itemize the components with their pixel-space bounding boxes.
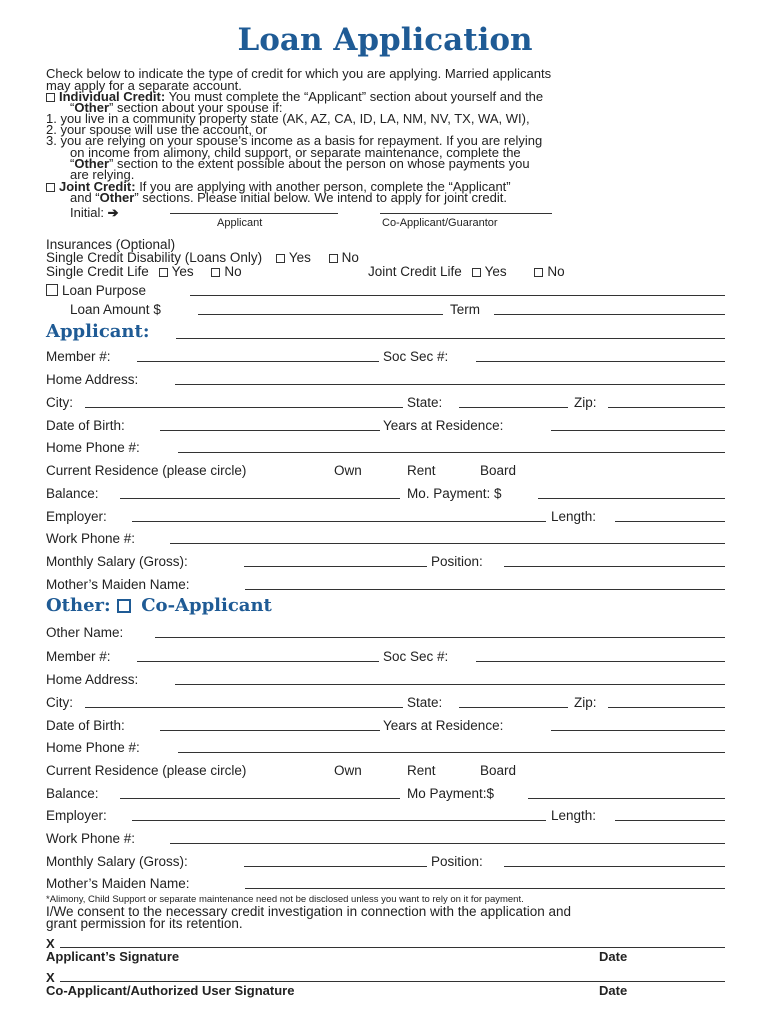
other-length-label: Length: bbox=[551, 808, 597, 823]
coapplicant-signature-label: Co-Applicant/Authorized User Signature bbox=[46, 983, 295, 998]
disability-label: Single Credit Disability (Loans Only) bbox=[46, 250, 263, 265]
other-name-label: Other Name: bbox=[46, 625, 124, 640]
other-work-phone-field[interactable] bbox=[170, 843, 725, 844]
applicant-payment-label: Mo. Payment: $ bbox=[407, 486, 502, 501]
applicant-position-label: Position: bbox=[431, 554, 483, 569]
other-address-field[interactable] bbox=[175, 684, 725, 685]
other-ssn-label: Soc Sec #: bbox=[383, 649, 449, 664]
applicant-salary-field[interactable] bbox=[244, 566, 427, 567]
joint-credit-checkbox[interactable] bbox=[46, 183, 55, 192]
other-residence-label: Current Residence (please circle) bbox=[46, 763, 247, 778]
condition-3: 3. you are relying on your spouse’s income as a basis for repayment. If you are relying bbox=[46, 133, 543, 148]
disability-yes-checkbox[interactable] bbox=[276, 254, 285, 263]
other-payment-label: Mo Payment:$ bbox=[407, 786, 495, 801]
other-work-phone-label: Work Phone #: bbox=[46, 831, 136, 846]
applicant-signature-label: Applicant’s Signature bbox=[46, 949, 180, 964]
consent-line-2: grant permission for its retention. bbox=[46, 916, 243, 931]
applicant-home-phone-label: Home Phone #: bbox=[46, 440, 140, 455]
applicant-home-phone-field[interactable] bbox=[178, 452, 725, 453]
applicant-heading: Applicant: bbox=[46, 321, 150, 342]
other-member-field[interactable] bbox=[137, 661, 379, 662]
disability-row bbox=[46, 251, 359, 265]
applicant-dob-label: Date of Birth: bbox=[46, 418, 125, 433]
applicant-employer-label: Employer: bbox=[46, 509, 107, 524]
condition-3-cont-3: are relying. bbox=[70, 167, 135, 182]
intro-line-2: may apply for a separate account. bbox=[46, 78, 242, 93]
applicant-maiden-field[interactable] bbox=[245, 589, 725, 590]
individual-credit-label: Individual Credit: bbox=[59, 89, 166, 104]
quote-open: “ bbox=[70, 156, 75, 171]
other-word: Other bbox=[74, 100, 110, 115]
other-length-field[interactable] bbox=[615, 820, 725, 821]
applicant-zip-label: Zip: bbox=[574, 395, 597, 410]
single-life-yes-checkbox[interactable] bbox=[159, 268, 168, 277]
loan-amount-label: Loan Amount $ bbox=[70, 302, 161, 317]
other-zip-label: Zip: bbox=[574, 695, 597, 710]
disability-no-checkbox[interactable] bbox=[329, 254, 338, 263]
insurance-heading: Insurances (Optional) bbox=[46, 237, 176, 252]
individual-credit-text: You must complete the “Applicant” section about yourself and the bbox=[168, 89, 544, 104]
other-employer-label: Employer: bbox=[46, 808, 107, 823]
other-payment-field[interactable] bbox=[528, 798, 725, 799]
arrow-right-icon: ➔ bbox=[107, 205, 119, 220]
other-state-field[interactable] bbox=[459, 707, 568, 708]
other-city-label: City: bbox=[46, 695, 73, 710]
yes-label: Yes bbox=[288, 250, 311, 265]
applicant-salary-label: Monthly Salary (Gross): bbox=[46, 554, 188, 569]
term-field[interactable] bbox=[494, 314, 725, 315]
other-word: Other bbox=[74, 156, 110, 171]
applicant-city-field[interactable] bbox=[85, 407, 403, 408]
no-label: No bbox=[341, 250, 359, 265]
applicant-balance-field[interactable] bbox=[120, 498, 400, 499]
coapplicant-initial-field[interactable] bbox=[380, 213, 552, 214]
loan-purpose-checkbox[interactable] bbox=[46, 284, 58, 296]
other-rent-option[interactable]: Rent bbox=[407, 763, 436, 778]
other-ssn-field[interactable] bbox=[476, 661, 725, 662]
single-life-row bbox=[46, 265, 242, 279]
other-maiden-label: Mother’s Maiden Name: bbox=[46, 876, 190, 891]
other-home-phone-label: Home Phone #: bbox=[46, 740, 140, 755]
applicant-state-label: State: bbox=[407, 395, 443, 410]
applicant-initial-caption: Applicant bbox=[217, 217, 263, 229]
coapplicant-checkbox[interactable] bbox=[117, 599, 131, 613]
single-life-no-checkbox[interactable] bbox=[211, 268, 220, 277]
initial-label bbox=[70, 206, 119, 219]
other-address-label: Home Address: bbox=[46, 672, 139, 687]
term-label: Term bbox=[450, 302, 480, 317]
other-dob-field[interactable] bbox=[160, 730, 380, 731]
other-position-field[interactable] bbox=[504, 866, 725, 867]
page-title: Loan Application bbox=[237, 22, 533, 58]
other-years-label: Years at Residence: bbox=[383, 718, 504, 733]
applicant-zip-field[interactable] bbox=[608, 407, 725, 408]
applicant-dob-field[interactable] bbox=[160, 430, 380, 431]
applicant-years-field[interactable] bbox=[551, 430, 725, 431]
other-zip-field[interactable] bbox=[608, 707, 725, 708]
yes-label: Yes bbox=[484, 264, 507, 279]
no-label: No bbox=[547, 264, 565, 279]
other-own-option[interactable]: Own bbox=[334, 763, 362, 778]
loan-purpose-field[interactable] bbox=[190, 295, 725, 296]
consent-line-1: I/We consent to the necessary credit investigation in connection with the application and bbox=[46, 904, 572, 919]
loan-purpose-row bbox=[46, 284, 146, 298]
coapplicant-date-label: Date bbox=[599, 983, 628, 998]
other-name-field[interactable] bbox=[155, 637, 725, 638]
yes-label: Yes bbox=[171, 264, 194, 279]
applicant-city-label: City: bbox=[46, 395, 73, 410]
other-maiden-field[interactable] bbox=[245, 888, 725, 889]
other-salary-field[interactable] bbox=[244, 866, 427, 867]
coapplicant-initial-caption: Co-Applicant/Guarantor bbox=[382, 217, 498, 229]
joint-credit-text: If you are applying with another person, complete the “Applicant” bbox=[139, 179, 511, 194]
applicant-signature-field[interactable] bbox=[60, 947, 725, 948]
condition-1: 1. you live in a community property state (AK, AZ, CA, ID, LA, NM, NV, TX, WA, WI), bbox=[46, 111, 530, 126]
applicant-employer-field[interactable] bbox=[132, 521, 546, 522]
other-board-option[interactable]: Board bbox=[480, 763, 517, 778]
joint-line2-post: ” sections. Please initial below. We intend to apply for joint credit. bbox=[134, 190, 507, 205]
coapplicant-heading bbox=[46, 595, 272, 616]
joint-life-yes-checkbox[interactable] bbox=[472, 268, 481, 277]
alimony-note: *Alimony, Child Support or separate maintenance need not be disclosed unless you want to rely on it for payment. bbox=[46, 894, 524, 905]
applicant-balance-label: Balance: bbox=[46, 486, 99, 501]
joint-life-row bbox=[368, 265, 565, 279]
applicant-board-option[interactable]: Board bbox=[480, 463, 517, 478]
other-balance-field[interactable] bbox=[120, 798, 400, 799]
applicant-date-label: Date bbox=[599, 949, 628, 964]
applicant-heading-line bbox=[176, 338, 725, 339]
joint-life-no-checkbox[interactable] bbox=[534, 268, 543, 277]
applicant-maiden-label: Mother’s Maiden Name: bbox=[46, 577, 190, 592]
applicant-rent-option[interactable]: Rent bbox=[407, 463, 436, 478]
applicant-member-label: Member #: bbox=[46, 349, 111, 364]
other-line-text: ” section about your spouse if: bbox=[109, 100, 283, 115]
applicant-payment-field[interactable] bbox=[538, 498, 725, 499]
applicant-years-label: Years at Residence: bbox=[383, 418, 504, 433]
other-heading-text: Other: bbox=[46, 595, 111, 616]
applicant-length-label: Length: bbox=[551, 509, 597, 524]
other-salary-label: Monthly Salary (Gross): bbox=[46, 854, 188, 869]
other-employer-field[interactable] bbox=[132, 820, 546, 821]
applicant-length-field[interactable] bbox=[615, 521, 725, 522]
applicant-member-field[interactable] bbox=[137, 361, 379, 362]
applicant-initial-field[interactable] bbox=[170, 213, 338, 214]
other-dob-label: Date of Birth: bbox=[46, 718, 125, 733]
other-home-phone-field[interactable] bbox=[178, 752, 725, 753]
no-label: No bbox=[224, 264, 242, 279]
applicant-state-field[interactable] bbox=[459, 407, 568, 408]
coapplicant-signature-x: X bbox=[46, 970, 55, 985]
applicant-own-option[interactable]: Own bbox=[334, 463, 362, 478]
condition-3-cont-1: on income from alimony, child support, or separate maintenance, complete the bbox=[70, 145, 521, 160]
joint-credit-label: Joint Credit: bbox=[59, 179, 136, 194]
other-position-label: Position: bbox=[431, 854, 483, 869]
applicant-ssn-label: Soc Sec #: bbox=[383, 349, 449, 364]
coapplicant-signature-field[interactable] bbox=[60, 981, 725, 982]
joint-line2-pre: and “ bbox=[70, 190, 100, 205]
applicant-work-phone-field[interactable] bbox=[170, 543, 725, 544]
other-balance-label: Balance: bbox=[46, 786, 99, 801]
applicant-address-field[interactable] bbox=[175, 384, 725, 385]
individual-credit-checkbox[interactable] bbox=[46, 93, 55, 102]
applicant-position-field[interactable] bbox=[504, 566, 725, 567]
quote-open: “ bbox=[70, 100, 75, 115]
loan-amount-field[interactable] bbox=[198, 314, 443, 315]
loan-purpose-label: Loan Purpose bbox=[62, 283, 147, 298]
coapplicant-heading-text: Co-Applicant bbox=[141, 595, 272, 616]
applicant-signature-x: X bbox=[46, 936, 55, 951]
applicant-work-phone-label: Work Phone #: bbox=[46, 531, 136, 546]
other-word: Other bbox=[99, 190, 135, 205]
other-city-field[interactable] bbox=[85, 707, 403, 708]
other-years-field[interactable] bbox=[551, 730, 725, 731]
condition-2: 2. your spouse will use the account, or bbox=[46, 122, 268, 137]
single-life-label: Single Credit Life bbox=[46, 264, 149, 279]
other-state-label: State: bbox=[407, 695, 443, 710]
applicant-residence-label: Current Residence (please circle) bbox=[46, 463, 247, 478]
condition-3-cont-2-text: ” section to the extent possible about the person on whose payments you bbox=[109, 156, 530, 171]
intro-line-1: Check below to indicate the type of credit for which you are applying. Married applicants bbox=[46, 66, 552, 81]
initial-text: Initial: bbox=[70, 205, 104, 220]
joint-life-label: Joint Credit Life bbox=[368, 264, 462, 279]
joint-credit-line-2 bbox=[70, 191, 507, 204]
applicant-ssn-field[interactable] bbox=[476, 361, 725, 362]
applicant-address-label: Home Address: bbox=[46, 372, 139, 387]
condition-3-cont-2 bbox=[70, 157, 530, 170]
other-member-label: Member #: bbox=[46, 649, 111, 664]
